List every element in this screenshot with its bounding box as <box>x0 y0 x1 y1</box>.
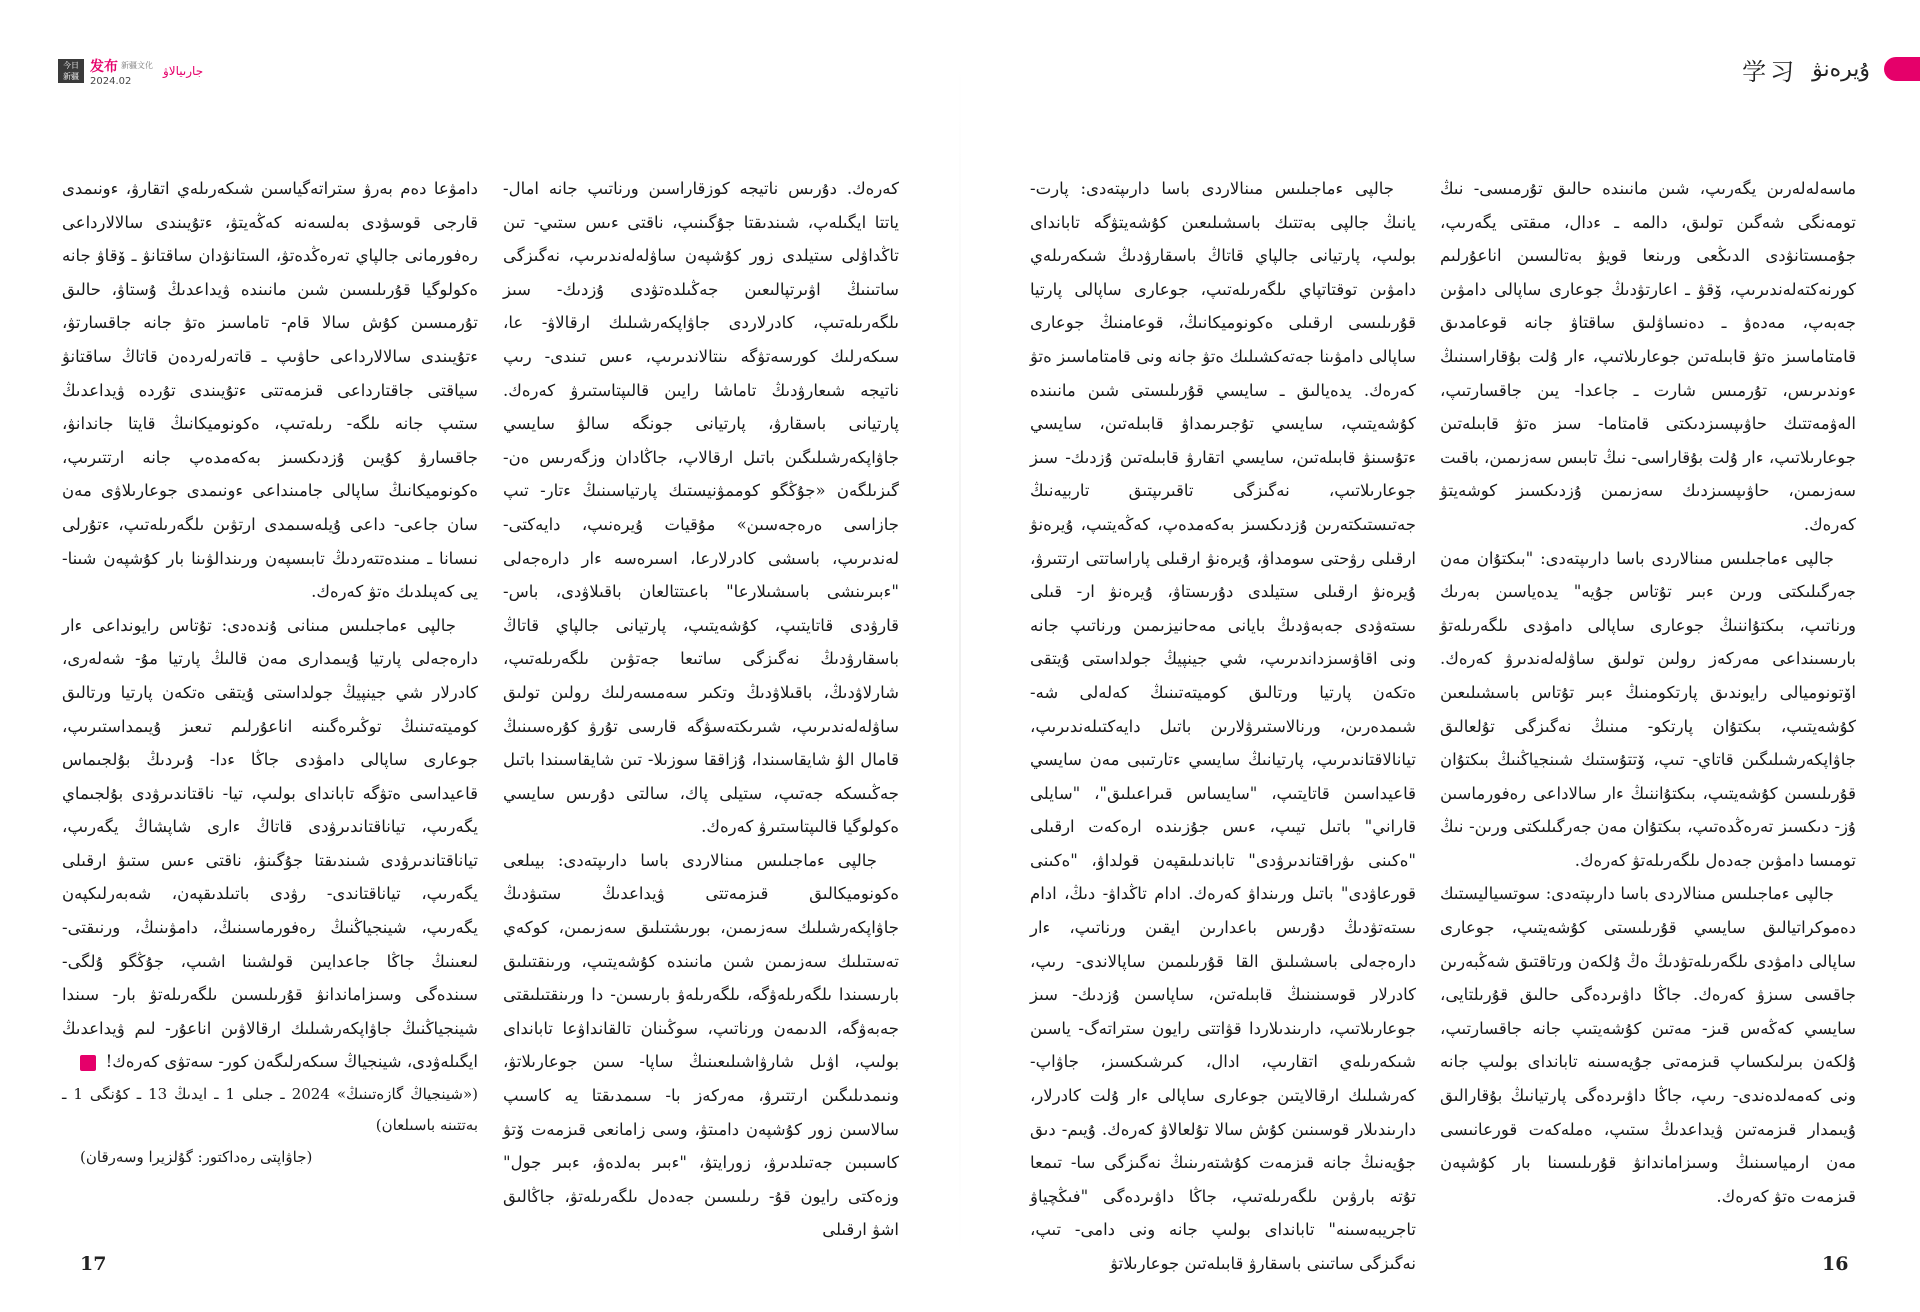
paragraph: جالپى ءماجىلىس مىنالاردى باسا دارىپتەدى: پارت- يانىڭ جالپى بەتتىك باسشىلىعىن كۇشەيتۋگە تابانداى بولىپ، پارتيانى جالپاي قاتاڭ باسقارۋدىڭ شىكەرىلەي دامۋىن توقتاتپاي ىلگەرىلەتىپ، جوعارى ساپالى پارتيا قۇرىلىسى ارقىلى ەكونوميكانىڭ، قوعامنىڭ جوعارى ساپالى دامۋىنا جەتەكشىلىك ەتۋ جانە ونى قامتاماسىز ەتۋ كەرەك. يدەيالىق ـ سايسي قۇرىلىستى شىن مانىندە كۇشەيتىپ، سايسي تۇجىرىمداۋ قابىلەتىن، سايسي ءتۇسىنۋ قابىلەتىن، سايسي اتقارۋ قابىلەتىن ۇزدىك- سىز جوعارىلاتىپ، نەگىزگى تاقىرىپتىق تاربيەنىڭ جەتىستىكتەرىن ۇزدىكسىز بەكەمدەپ، كەڭەيتىپ، ۇيرەنۋ ارقىلى رۋحتى سومداۋ، ۇيرەنۋ ارقىلى پاراساتتى ارتتىرۋ، ۇيرەنۋ ارقىلى ستيلدى دۇرىستاۋ، ۇيرەنۋ ار- قىلى ىستەۋدى جەبەۋدىڭ بايانى مەحانيزىمىن ورناتىپ جانە ونى اقاۋسىزداندىرىپ، شي جينپيڭ جولداستى ۇيتقى ەتكەن پارتيا ورتالىق كوميتەتىنىڭ كەلەلى شە- شىمدەرىن، ورنالاستىرۋلارىن باتىل دايەكتىلەندىرىپ، تيانالاقتاندىرىپ، پارتيانىڭ سايسي ءتارتىبى مەن سايسي قاعيداسىن قاتايتىپ، "سايساس قىراعىلىق"، "سايلى قاراني" باتىل تيىپ، ءىس جۇزىندە ارەكەت ارقىلى "ەكىنى ىۋراقتاندىرۋدى" تاباندىلىقپەن قولداۋ، "ەكىنى قورعاۋدى" باتىل ورىنداۋ كەرەك. ادام تاڭداۋ- دىڭ، ادام ىستەتۋدىڭ دۇرىس باعدارىن ايقىن ورناتىپ، ءار دارەجەلى باسشىلىق القا قۇرىلىمىن ساپالاندى- رىپ، كادرلار قوسىنىنىڭ قابىلەتىن، ساپاسىن ۇزدىك- سىز جوعارىلاتىپ، دارىندىلاردا قۋاتتى رايون ستراتەگ- ياسىن شىكەرىلەي اتقارىپ، ادال، كىرشىكسىز، جاۋاپ- كەرشىلىك ارقالايتىن جوعارى ساپالى ءار ۇلت كادرلار، دارىندىلار قوسىنىن كۇش سالا تۇلعالاۋ كەرەك. ۇيىم- دىق جۇيەنىڭ جانە قىزمەت كۇشتەرىنىڭ نەگىزگى سا- تىمعا تۇتە بارۋىن ىلگەرىلەتىپ، جاڭا داۋىردەگى "فىڭچياۋ تاجريبەسىنە" تابانداى بولىپ جانە ونى دامى- تىپ، نەگىزگى ساتىنى باسقارۋ قابىلەتىن جوعارىلاتۋ <box>1030 179 1416 1273</box>
paragraph: جالپى ءماجىلىس مىنالاردى باسا دارىپتەدى: بيىلعى ەكونوميكالىق قىزمەتتى ۋيداعدىڭ ستىۋدىڭ جاۋاپكەرشىلىك سەزىمىن، بورىشتىلىق سەزىمىن، كوكەي تەستىلىك سەزىمىن شىن مانىندە كۇشەيتىپ، ورىنقتىلىق بارىسىندا ىلگەرىلەۋگە، ىلگەرىلەۋ بارىسىن- دا ورىنقتىلىقتى جەبەۋگە، الدىمەن ورناتىپ، سوڭىنان تالقانداۋعا تابانداى بولىپ، اۋىل شارۋاشىلىعىنىڭ ساپا- سىن جوعارىلاتۋ، ونىمدىلىگىن ارتتىرۋ، مەركەز با- سىمدىقتا يە كاسىپ سالاسىن زور كۇشپەن دامىتۋ، وسى زامانعى قىزمەت ۆتۋ كاسىبىن جەتىلدىرۋ، زورايتۋ، "ءبىر بەلدەۋ، ءبىر جول" وزەكتى رايون قۇ- رىلىسىن جەدەل ىلگەرىلەتۋ، جاڭالىق اشۋ ارقىلى <box>503 850 899 1240</box>
paragraph: ماسەلەلەرىن يگەرىپ، شىن مانىندە حالىق تۇرمىسى- نىڭ تومەنگى شەگىن تولىق، دالمە ـ ءدال، مىقتى يگەرىپ، جۇمىستانۋدى الدىڭعى ورىنعا قويۋ بەتالىسىن اناعۇرلىم كورنەكتەلەندىرىپ، ۆقۋ ـ اعارتۋدىڭ جوعارى ساپالى دامۋىن جەبەپ، مەدەۋ ـ دەنساۋلىق ساقتاۋ جانە قوعامدىق قامتاماسىز ەتۋ قابىلەتىن جوعارىلاتىپ، ءار ۇلت بۇقاراسىنىڭ ءوندىرىس، تۇرمىس شارت ـ جاعدا- يىن جاقسارتىپ، الەۋمەتتىك حاۋىپسىزدىكتى قامتاما- سىز ەتۋ قابىلەتىن جوعارىلاتىپ، ءار ۇلت بۇقاراسى- نىڭ تابىس سەزىمىن، باقىت سەزىمىن، حاۋىپسىزدىك سەزىمىن ۇزدىكسىز كوشەيتۋ كەرەك. <box>1440 179 1856 534</box>
paragraph-text: جالپى ءماجىلىس مىنانى ۇندەدى: تۇتاس رايونداعى ءار دارەجەلى پارتيا ۇيىمدارى مەن قالىڭ پارتيا مۇ- شەلەرى، كادرلار شي جينپيڭ جولداستى ۇيتقى ەتكەن پارتيا ورتالىق كوميتەتىنىڭ توڭىرەگىنە اناعۇرلىم تىعىز ۇيىمداستىرىپ، جوعارى ساپالى دامۋدى جاڭا ءدا- ۇىردىڭ بۇلجىماس قاعيداسى ەتۋگە تابانداى بولىپ، تيا- ناقتاندىرۋدى بۇلجىماي يگەرىپ، تياناقتاندىرۋدى قاتاڭ ءارى شاپشاڭ يگەرىپ، تياناقتاندىرۋدى شىندىقتا جۇگىنۋ، ناقتى ءىس ستىۋ ارقىلى يگەرىپ، تياناقتاندى- رۋدى باتىلدىقپەن، شەبەرلىكپەن يگەرىپ، شينجياڭنىڭ رەفورماسىنىڭ، دامۋىنىڭ، ورنىقتى- لىعىنىڭ جاڭا جاعدايىن قولشىنا اشىپ، جۇڭگو ۇلگى- سىندەگى وسىزاماندانۋ قۇرىلىسىن ىلگەرىلەتۋ بار- سىندا شينجياڭنىڭ جاۋاپكەرشىلىك ارقالاۋىن اناعۇر- لىم ۋيداعدىڭ ايگىلەۋدى، شينجياڭ سىكەرلىگەن كور- سەتۋى كەرەك! <box>62 615 478 1072</box>
section-title-cn: 学习 <box>1742 57 1799 86</box>
magazine-logo <box>58 59 84 83</box>
article-end-mark: ل <box>80 1055 96 1071</box>
issue-date: 2024.02 <box>90 75 132 87</box>
paragraph: جالپى ءماجىلىس مىنالاردى باسا دارىپتەدى: سوتسياليستىك دەموكراتيالىق سايسي قۇرىلىستى كۇشەيتىپ، جوعارى ساپالى دامۋدى ىلگەرىلەتۋدىڭ ەڭ ۇلكەن ورتاقتىق شەڭبەرىن جاقسى سىزۋ كەرەك. جاڭا داۋىردەگى حالىق قۇرىلتايى، سايسي كەڭەس قىز- مەتىن كۇشەيتىپ جانە جاقسارتىپ، ۇلكەن بىرلىكساپ قىزمەتى جۇيەسىنە تابانداى بولىپ جانە ونى كەمەلدەندى- رىپ، جاڭا داۋىردەگى پارتيانىڭ بۇقارالىق ۇيىمدار قىزمەتىن ۋيداعدىڭ ستىپ، ەملەكەت قورعانىسى مەن ارمياسىنىڭ وسىزاماندانۋ قۇرىلىسىنا بار كۇشپەن قىزمەت ەتۋ كەرەك. <box>1440 884 1856 1206</box>
paragraph <box>62 609 478 1079</box>
page-gutter <box>959 60 961 1260</box>
logo-line-1: 今日 <box>63 61 79 70</box>
paragraph: جالپى ءماجىلىس مىنالاردى باسا دارىپتەدى: "بىكتۇان مەن جەرگىلىكتى ورىن ءبىر تۇتاس جۇيە" يدەياسىن بەرىك ورناتىپ، بىكتۇاننىڭ جوعارى ساپالى دامۋدى ىلگەرىلەتۋ بارىسىنداعى مەركەز رولىن تولىق ساۋلەلەندىرۋ كەرەك. اۆتونوميالى رايوندىق پارتكومنىڭ ءبىر تۇتاس باسشىلىعىن كۇشەيتىپ، بىكتۇان پارتكو- مىنىڭ نەگىزگى تۇلعالىق جاۋاپكەرشىلىگىن قاتاي- تىپ، ۆتتۇستىك شىنجياڭنىڭ بىكتۇان قۇرىلىسىن كۇشەيتىپ، بىكتۇاننىڭ ءار سالاداعى رەفورماسىن ۇز- دىكسىز تەرەڭدەتىپ، بىكتۇان مەن جەرگىلىكتى ورىن- نىڭ تومىسا دامۋىن جەدەل ىلگەرىلەتۋ كەرەك. <box>1440 548 1856 870</box>
paragraph: كەرەك. دۇرىس ناتيجە كوزقاراسىن ورناتىپ جانە امال- ياتتا ايگىلەپ، شىندىقتا جۇگىنىپ، ناقتى ءىس ستىي- تىن تاڭداۋلى ستيلدى زور كۇشپەن ساۋلەلەندىرىپ، نەگىزگى ساتىنىڭ اۋىرتپالىعىن جەڭىلدەتۋدى ۇزدىك- سىز ىلگەرىلەتىپ، كادرلاردى جاۋاپكەرشىلىك ارقالاۋ- عا، سىكەرلىك كورسەتۋگە ىنتالاندىرىپ، ءىس تىندى- رىپ ناتيجە شىعارۋدىڭ تاماشا رايىن قالىپتاستىرۋ كەرەك. پارتيانى باسقارۋ، پارتيانى جونگە سالۋ سايسي جاۋاپكەرشىلىگىن باتىل ارقالاپ، جاڭادان وزگەرىس ەن- گىزىلگەن «جۇڭگو كوممۋنيستىك پارتياسىنىڭ ءتار- تىپ جازاسى ەرەجەسىن» مۇقيات ۇيرەنىپ، دايەكتى- لەندىرىپ، باسشى كادرلارعا، اسىرەسە ءار دارەجەلى "ءبىرىنشى باسشىلارعا" باعىتتالعان باقىلاۋدى، باس- قارۋدى قاتايتىپ، كۇشەيتىپ، پارتيانى جالپاي قاتاڭ باسقارۋدىڭ نەگىزگى ساتىعا جەتۋىن ىلگەرىلەتىپ، شارلاۋدىڭ، باقىلاۋدىڭ وتكىر سەمسەرلىك رولىن تولىق ساۋلەلەندىرىپ، شىرىكتەسۋگە قارسى تۇرۋ كۇرەسىنىڭ قامال الۋ شايقاسىندا، ۇزاققا سوزىلا- تىن شايقاسىندا باتىل جەڭىسكە جەتىپ، ستيلى پاك، سالتى دۇرىس سايسي ەكولوگيا قالىپتاستىرۋ كەرەك. <box>503 179 899 837</box>
source-reference: («شينجياڭ گازەتىنىڭ» 2024 ـ جىلى 1 ـ ايدىڭ 13 ـ كۇنگى 1 ـ بەتتىنە باسىلعان) <box>62 1085 479 1135</box>
magazine-subtitle-cn: 新疆文化 <box>121 60 153 70</box>
text-column-2 <box>1030 172 1416 1273</box>
responsible-editor: (جاۋاپتى رەداكتور: گۇلزيرا وسەرقان) <box>80 1148 313 1167</box>
magazine-header <box>58 58 204 87</box>
section-title-ug: ۇيرەنۋ <box>1812 56 1870 82</box>
page-number-left: 17 <box>80 1253 107 1275</box>
text-column-4 <box>62 172 478 1242</box>
logo-line-2: 新疆 <box>63 72 79 81</box>
section-tab-marker <box>1884 57 1920 81</box>
section-header <box>1742 52 1920 86</box>
text-column-1 <box>1440 172 1856 1242</box>
page-number-right: 16 <box>1822 1253 1849 1275</box>
magazine-title-cn: 发布 <box>90 58 118 75</box>
text-column-3 <box>503 172 899 1242</box>
paragraph: دامۋعا دەم بەرۋ ستراتەگياسىن شىكەرىلەي اتقارۋ، ءونىمدى قارجى قوسۋدى بەلسەنە كەڭەيتۋ، ءتۇيىندى سالالارداعى رەفورمانى جالپاي تەرەڭدەتۋ، الستانۋدان ساقتانۋ ـ ۆقاۋ جانە ەكولوگيا قۇرىلىسىن شىن مانىندە ۋيداعدىڭ ۇستاۋ، حالىق تۇرمىسىن كۇش سالا قام- تاماسىز ەتۋ جانە جاقسارتۋ، ءتۇيىندى سالالارداعى حاۋىپ ـ قاتەرلەردەن قاتاڭ ساقتانۋ سياقتى جاقتارداعى قىزمەتتى ءتۇيىندى تۇردە ۋيداعدىڭ ستىپ جانە ىلگە- رىلەتىپ، ەكونوميكانىڭ قايتا جاندانۋ، جاقسارۋ كۇيىن ۇزدىكسىز بەكەمدەپ جانە ارتتىرىپ، ەكونوميكانىڭ ساپالى جامىنداعى ءونىمدى جوعارىلاۋى مەن سان جاعى- داعى ۇيلەسىمدى ارتۋىن ىلگەرىلەتىپ، ءتۇرلى نىسانا ـ مىندەتتەردىڭ تابىسپەن ورىندالۋىنا بار كۇشپەن شىنا- يى كەپىلدىك ەتۋ كەرەك. <box>62 179 478 602</box>
magazine-title-ug: جارىيالاۋ <box>163 64 204 78</box>
